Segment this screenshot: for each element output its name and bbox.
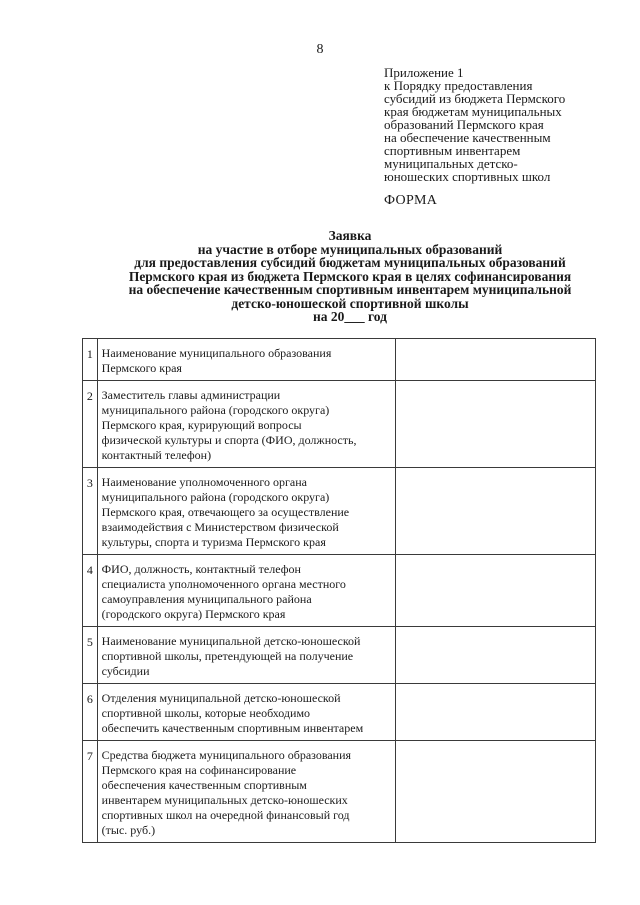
label-line: Заместитель главы администрации [101,388,281,402]
table-row [83,741,596,843]
row-label [97,339,395,381]
label-line: Пермского края на софинансирование [101,763,297,777]
label-line: спортивной школы, которые необходимо [101,706,311,720]
label-line: специалиста уполномоченного органа местного [101,577,346,591]
row-label [97,627,395,684]
label-line: муниципального района (городского округа) [101,490,330,504]
appendix-line: края бюджетам муниципальных [384,104,562,119]
appendix-line: муниципальных детско- [384,156,518,171]
label-line: обеспечения качественным спортивным [101,778,307,792]
title-line: Пермского края из бюджета Пермского края в целях софинансирования [128,268,572,284]
label-line: самоуправления муниципального района [101,592,312,606]
label-line: физической культуры и спорта (ФИО, должность, [101,433,357,447]
label-line: субсидии [101,664,150,678]
label-line: взаимодействия с Министерством физической [101,520,339,534]
table-row [83,468,596,555]
label-line: Средства бюджета муниципального образования [101,748,352,762]
row-label [97,468,395,555]
row-number: 3 [83,468,98,555]
title-line: на обеспечение качественным спортивным инвентарем муниципальной [128,282,572,297]
row-number: 4 [83,555,98,627]
appendix-line: образований Пермского края [384,117,544,132]
appendix-line: спортивным инвентарем [384,143,521,158]
table-row [83,381,596,468]
label-line: муниципального района (городского округа) [101,403,330,417]
appendix-line: юношеских спортивных школ [384,169,551,184]
appendix-line: на обеспечение качественным [384,130,551,145]
label-line: спортивной школы, претендующей на получение [101,649,354,663]
row-value-field[interactable] [395,684,596,741]
table-row [83,339,596,381]
row-value-field[interactable] [395,339,596,381]
title-line: детско-юношеской спортивной школы [231,295,469,311]
row-label [97,381,395,468]
application-form-table [82,338,596,843]
label-line: ФИО, должность, контактный телефон [101,562,301,576]
row-number: 7 [83,741,98,843]
appendix-line: Приложение 1 [384,65,464,80]
appendix-line: субсидий из бюджета Пермского [384,91,566,106]
label-line: Пермского края, курирующий вопросы [101,418,302,432]
label-line: (тыс. руб.) [101,823,156,837]
row-label [97,684,395,741]
document-title [60,229,640,324]
label-line: спортивных школ на очередной финансовый год [101,808,350,822]
title-line: на 20___ год [312,309,387,324]
label-line: Отделения муниципальной детско-юношеской [101,691,341,705]
row-value-field[interactable] [395,381,596,468]
label-line: Наименование муниципального образования [101,346,332,360]
row-number: 6 [83,684,98,741]
table-row [83,555,596,627]
label-line: культуры, спорта и туризма Пермского края [101,535,326,549]
row-number: 1 [83,339,98,381]
label-line: инвентарем муниципальных детско-юношеских [101,793,348,807]
table-row [83,684,596,741]
row-value-field[interactable] [395,468,596,555]
row-value-field[interactable] [395,741,596,843]
page-number: 8 [316,42,324,57]
label-line: Пермского края [101,361,182,375]
label-line: Наименование муниципальной детско-юношеской [101,634,361,648]
title-line: для предоставления субсидий бюджетам муниципальных образований [134,255,566,270]
title-line: на участие в отборе муниципальных образований [197,241,503,257]
row-label [97,555,395,627]
appendix-line: к Порядку предоставления [384,78,533,93]
label-line: Наименование уполномоченного органа [101,475,307,489]
row-label [97,741,395,843]
title-line: Заявка [328,228,372,243]
table-row [83,627,596,684]
label-line: контактный телефон) [101,448,212,462]
appendix-reference [384,66,624,183]
row-value-field[interactable] [395,555,596,627]
label-line: обеспечить качественным спортивным инвентарем [101,721,364,735]
row-number: 5 [83,627,98,684]
form-label: ФОРМА [384,193,438,208]
label-line: Пермского края, отвечающего за осуществление [101,505,350,519]
row-value-field[interactable] [395,627,596,684]
row-number: 2 [83,381,98,468]
label-line: (городского округа) Пермского края [101,607,286,621]
